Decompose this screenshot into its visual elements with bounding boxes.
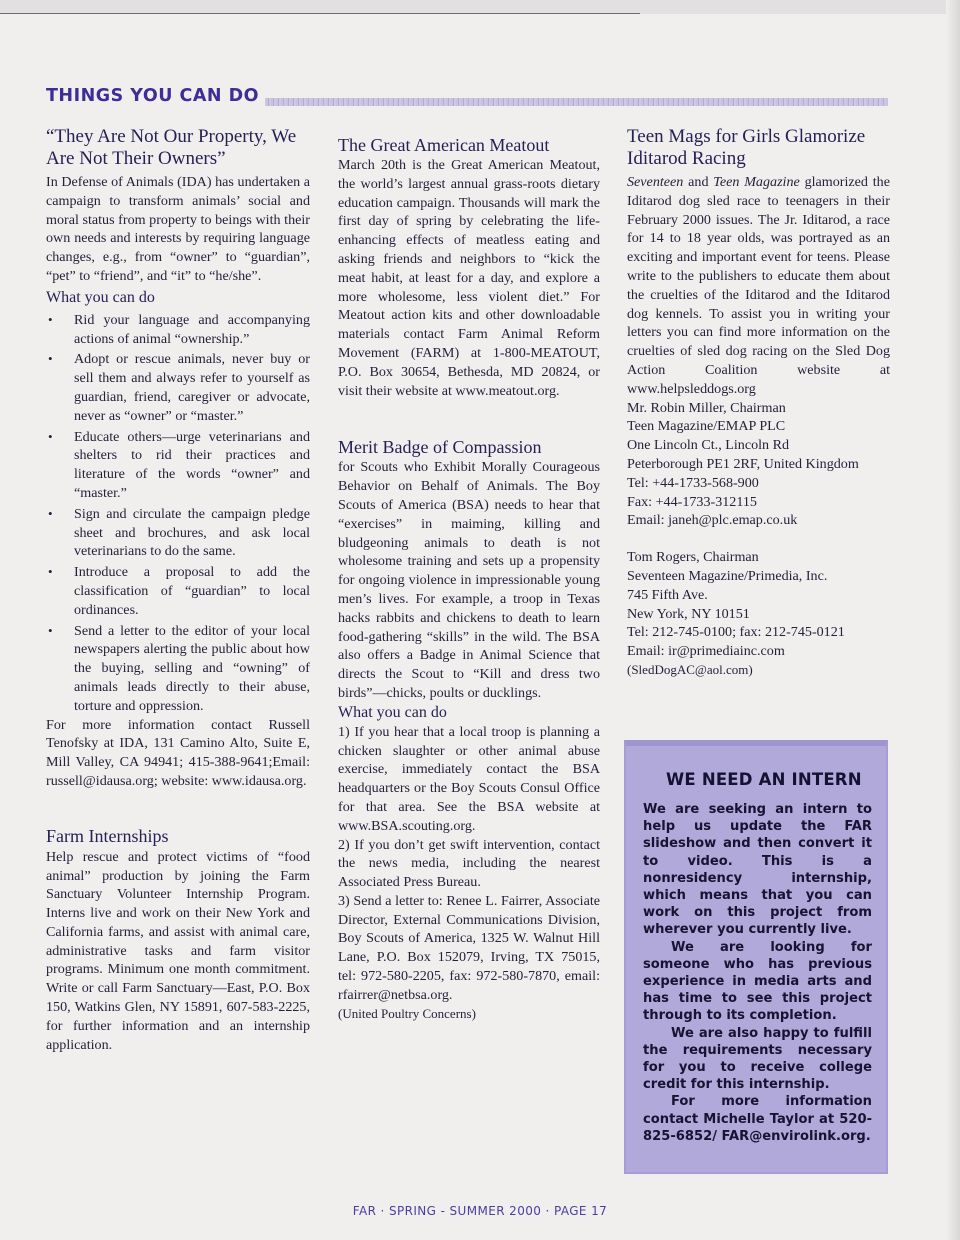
address-line: One Lincoln Ct., Lincoln Rd xyxy=(627,437,790,454)
action-item: • Rid your language and accompanying actions of animal “ownership.” xyxy=(46,311,310,349)
magazine-name: Teen Magazine xyxy=(713,174,800,190)
scan-top-edge xyxy=(0,0,960,14)
action-item: • Send a letter to the editor of your local newspapers alerting the public about how the buying, selling and “owning” of animals leads directly to their abuse, torture and oppression. xyxy=(46,622,310,716)
article-title-teen-mags: Teen Mags for Girls Glamorize Iditarod Racing xyxy=(627,126,866,169)
address-block-primedia xyxy=(627,548,890,680)
section-title: THINGS YOU CAN DO xyxy=(46,86,265,106)
step-3: 3) Send a letter to: Renee L. Fairrer, Associate Director, External Communications Division, Boy Scouts of America, 1325 W. Walnut Hill Lane, P.O. Box 152079, Irving, TX 75015, tel: 972-580-2205, fax: 972-580-7870, email: rfairrer@netbsa.org. xyxy=(338,892,600,1003)
article-body-property: In Defense of Animals (IDA) has undertaken a campaign to transform animals’ social and moral status from property to beings with their own needs and interests by requiring language changes, e.g., from “owner” to “guardian”, “pet” to “friend”, and “it” to “he/she”. xyxy=(46,174,310,284)
intern-paragraph: For more information contact Michelle Taylor at 520-825-6852/ FAR@envirolink.org. xyxy=(643,1094,872,1144)
article-body-meatout: March 20th is the Great American Meatout, the world’s largest annual grass-roots dietary education campaign. Thousands will mark the first day of spring by celebrating the life-enhancing effects of meatless eating and asking friends and neighbors to “kick the meat habit, at least for a day, and explore a more wholesome, less violent diet.” For Meatout action kits and other downloadable materials contact Farm Animal Reform Movement (FARM) at 1-800-MEATOUT, P.O. Box 30654, Bethesda, MD 20824, or visit their website at www.meatout.org. xyxy=(338,157,600,399)
address-line: 745 Fifth Ave. xyxy=(627,586,708,603)
article-title-meatout: The Great American Meatout xyxy=(338,135,550,155)
address-line: Email: ir@primediainc.com xyxy=(627,643,785,660)
conjunction: and xyxy=(683,174,714,190)
action-list xyxy=(46,311,310,716)
subhead-what-you-can-do-2: What you can do xyxy=(338,703,447,721)
action-item: • Sign and circulate the campaign pledge sheet and brochures, and ask local veterinarians to do the same. xyxy=(46,505,310,561)
intern-paragraph: We are looking for someone who has previous experience in media arts and has time to see this project through to its completion. xyxy=(643,939,872,1024)
section-header xyxy=(46,86,888,108)
address-block-emap xyxy=(627,399,890,531)
intern-callout-box xyxy=(624,740,888,1174)
address-line: Teen Magazine/EMAP PLC xyxy=(627,418,786,435)
address-line: New York, NY 10151 xyxy=(627,605,750,622)
intern-box-title: WE NEED AN INTERN xyxy=(666,770,862,789)
article-contact-property: For more information contact Russell Tenofsky at IDA, 131 Camino Alto, Suite E, Mill Valley, CA 94941; 415-388-9641;Email: russell@idausa.org; website: www.idausa.org. xyxy=(46,716,310,789)
scan-top-line xyxy=(0,13,640,14)
column-1 xyxy=(46,126,310,1054)
step-1: 1) If you hear that a local troop is planning a chicken slaughter or other animal abuse exercise, immediately contact the BSA headquarters or the Boy Scouts Consul Office for that area. See the BSA website at www.BSA.scouting.org. xyxy=(338,723,600,834)
address-line: Email: janeh@plc.emap.co.uk xyxy=(627,512,798,529)
address-line: Peterborough PE1 2RF, United Kingdom xyxy=(627,455,859,472)
step-2: 2) If you don’t get swift intervention, contact the news media, including the nearest Associated Press Bureau. xyxy=(338,836,600,891)
column-2 xyxy=(338,126,600,1023)
article-body-merit-badge: for Scouts who Exhibit Morally Courageous Behavior on Behalf of Animals. The Boy Scouts of America (BSA) needs to hear that “exercises” in maiming, killing and bludgeoning animals to death is not wholesome training and sets up a propensity for ongoing violence in impressionable young men’s lives. For example, a troop in Texas hacks rabbits and chickens to death to learn food-gathering “skills” in the wild. The BSA also offers a Badge in Animal Science that directs the Scout to “Kill and dress two birds”—chicks, poults or ducklings. xyxy=(338,459,600,701)
intern-paragraph: We are also happy to fulfill the requirements necessary for you to receive college credit for this internship. xyxy=(643,1025,872,1093)
article-text: glamorized the Iditarod dog sled race to teenagers in their February 2000 issues. The Jr. Iditarod, a race for 14 to 18 year olds, was portrayed as an exciting and important event for teens. Please write to the publishers to educate them about the cruelties of the Iditarod and the Iditarod dog kennels. To assist you in writing your letters you can find more information on the cruelties of sled dog racing on the Sled Dog Action Coalition website at www.helpsleddogs.org xyxy=(627,174,890,397)
column-3 xyxy=(627,126,890,680)
credit-upc: (United Poultry Concerns) xyxy=(338,1005,476,1021)
subhead-what-you-can-do: What you can do xyxy=(46,288,155,306)
address-line: Tel: +44-1733-568-900 xyxy=(627,474,759,491)
address-line: Tom Rogers, Chairman xyxy=(627,549,759,566)
scan-right-edge xyxy=(946,0,960,1240)
page-footer: FAR · SPRING - SUMMER 2000 · PAGE 17 xyxy=(352,1204,608,1218)
action-item: • Introduce a proposal to add the classification of “guardian” to local ordinances. xyxy=(46,563,310,619)
credit-sled-dog: (SledDogAC@aol.com) xyxy=(627,661,753,677)
article-title-merit-badge: Merit Badge of Compassion xyxy=(338,437,542,458)
intern-paragraph: We are seeking an intern to help us update the FAR slideshow and then convert it to video. This is a nonresidency internship, which means that you can work on this project from wherever you currently live. xyxy=(643,802,872,938)
action-item: • Adopt or rescue animals, never buy or sell them and always refer to yourself as guardian, friend, caregiver or advocate, never as “owner” or “master.” xyxy=(46,350,310,425)
magazine-name: Seventeen xyxy=(627,174,684,190)
article-body-teen-mags xyxy=(627,173,890,399)
address-line: Seventeen Magazine/Primedia, Inc. xyxy=(627,567,828,584)
address-line: Tel: 212-745-0100; fax: 212-745-0121 xyxy=(627,624,845,641)
article-title-farm-internships: Farm Internships xyxy=(46,825,169,846)
article-body-farm-internships: Help rescue and protect victims of “food animal” production by joining the Farm Sanctuary Volunteer Internship Program. Interns live and work on their New York and California farms, and assist with animal care, administrative tasks and farm visitor programs. Minimum one month commitment. Write or call Farm Sanctuary—East, P.O. Box 150, Watkins Glen, NY 15891, 607-583-2225, for further information and an internship application. xyxy=(46,848,310,1053)
action-item: • Educate others—urge veterinarians and shelters to rid their practices and literature of the words “owner” and “master.” xyxy=(46,428,310,503)
address-line: Fax: +44-1733-312115 xyxy=(627,493,757,510)
article-title-property: “They Are Not Our Property, We Are Not Their Owners” xyxy=(46,126,297,169)
address-line: Mr. Robin Miller, Chairman xyxy=(627,399,786,416)
